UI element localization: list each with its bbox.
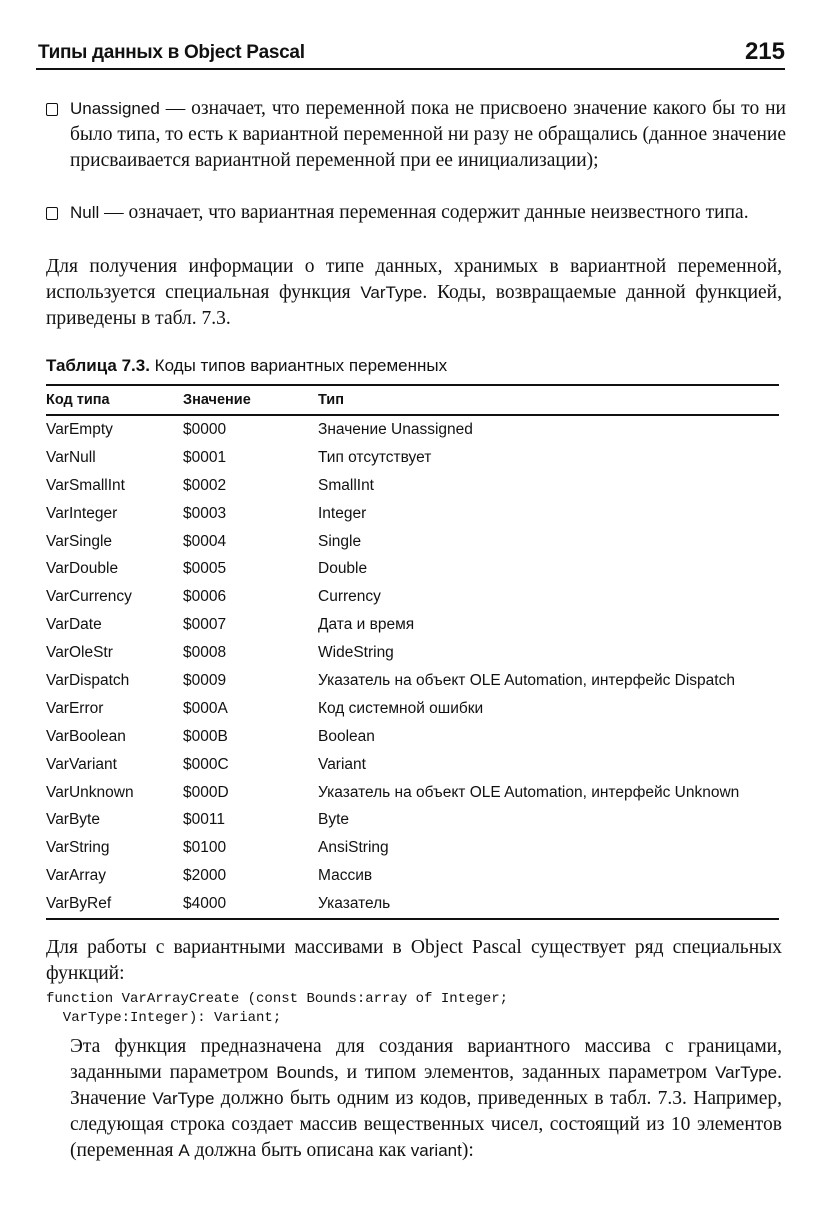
table-row <box>46 555 779 583</box>
value-cell: $0008 <box>183 644 227 662</box>
table-row <box>46 472 779 500</box>
running-header <box>36 38 785 70</box>
variant-type-codes-table <box>46 384 779 920</box>
code-line: VarType:Integer): Variant; <box>46 1010 282 1026</box>
type-cell: Integer <box>318 504 367 522</box>
value-cell: $0004 <box>183 532 227 550</box>
type-code-cell: VarNull <box>46 448 96 466</box>
table-row <box>46 444 779 472</box>
code-line: function VarArrayCreate (const Bounds:array of Integer; <box>46 991 509 1007</box>
paragraph-function-description: Эта функция предназначена для создания вариантного массива с границами, заданными параметром Bounds, и типом элементов, заданных параметром VarType. Значение VarType должно быть одним из кодов, приведенных в табл. 7.3. Например, следующая строка создает массив вещественных чисел, состоящий из 10 элементов (переменная A должна быть описана как variant): <box>70 1036 782 1161</box>
table-caption-label: Таблица 7.3. <box>46 356 150 375</box>
type-cell: Byte <box>318 811 350 829</box>
type-cell: AnsiString <box>318 839 389 857</box>
table-row <box>46 723 779 751</box>
paragraph-variant-arrays: Для работы с вариантными массивами в Object Pascal существует ряд специальных функций: <box>46 937 782 984</box>
table-body <box>46 415 779 919</box>
checkbox-bullet-icon <box>46 103 58 116</box>
column-header: Код типа <box>46 385 183 415</box>
table-row <box>46 639 779 667</box>
value-cell: $0006 <box>183 588 227 606</box>
value-cell: $0001 <box>183 448 227 466</box>
value-cell: $000A <box>183 699 228 717</box>
table-row <box>46 890 779 919</box>
type-cell: Значение Unassigned <box>318 420 473 438</box>
type-code-cell: VarSmallInt <box>46 476 125 494</box>
bullet-item-unassigned <box>46 96 786 174</box>
table-row <box>46 695 779 723</box>
type-cell: Указатель <box>318 895 391 913</box>
type-code-cell: VarDouble <box>46 560 119 578</box>
type-cell: Double <box>318 560 368 578</box>
keyword: VarType <box>715 1063 778 1082</box>
value-cell: $000B <box>183 727 228 745</box>
keyword: Null <box>70 203 100 222</box>
type-code-cell: VarByte <box>46 811 100 829</box>
page-number: 215 <box>744 38 785 65</box>
type-code-cell: VarArray <box>46 867 107 885</box>
type-code-cell: VarVariant <box>46 755 117 773</box>
table-caption <box>46 356 447 376</box>
table-row <box>46 583 779 611</box>
value-cell: $0009 <box>183 671 227 689</box>
bullet-item-null <box>46 200 786 226</box>
type-cell: Variant <box>318 755 366 773</box>
type-code-cell: VarString <box>46 839 110 857</box>
value-cell: $0005 <box>183 560 227 578</box>
value-cell: $0007 <box>183 616 227 634</box>
type-code-cell: VarCurrency <box>46 588 132 606</box>
type-cell: Код системной ошибки <box>318 699 484 717</box>
table-row <box>46 415 779 444</box>
value-cell: $0100 <box>183 839 227 857</box>
type-cell: Дата и время <box>318 616 415 634</box>
type-code-cell: VarInteger <box>46 504 118 522</box>
table-row <box>46 779 779 807</box>
checkbox-bullet-icon <box>46 207 58 220</box>
table-header-row <box>46 385 779 415</box>
keyword: Unassigned <box>70 99 160 118</box>
type-cell: Указатель на объект OLE Automation, интерфейс Dispatch <box>318 671 735 689</box>
type-cell: Массив <box>318 867 373 885</box>
keyword: Bounds <box>276 1063 334 1082</box>
type-cell: Тип отсутствует <box>318 448 432 466</box>
type-cell: Single <box>318 532 362 550</box>
type-code-cell: VarDispatch <box>46 671 130 689</box>
type-code-cell: VarSingle <box>46 532 113 550</box>
column-header: Тип <box>318 385 779 415</box>
table-row <box>46 611 779 639</box>
table-row <box>46 528 779 556</box>
table-row <box>46 667 779 695</box>
keyword: VarType <box>360 283 423 302</box>
keyword: variant <box>410 1141 462 1160</box>
type-code-cell: VarOleStr <box>46 644 113 662</box>
table-row <box>46 806 779 834</box>
value-cell: $0002 <box>183 476 227 494</box>
table-row <box>46 862 779 890</box>
type-code-cell: VarBoolean <box>46 727 126 745</box>
keyword: VarType <box>152 1089 215 1108</box>
type-cell: WideString <box>318 644 394 662</box>
value-cell: $4000 <box>183 895 227 913</box>
value-cell: $000C <box>183 755 229 773</box>
bullet-text: Unassigned — означает, что переменной пока не присвоено значение какого бы то ни было типа, то есть к вариантной переменной ни разу не обращались (данное значение присваивается вариантной переменной при ее инициализации); <box>70 98 786 171</box>
type-code-cell: VarUnknown <box>46 783 134 801</box>
value-cell: $0003 <box>183 504 227 522</box>
table-caption-text: Коды типов вариантных переменных <box>149 356 448 375</box>
value-cell: $0000 <box>183 420 227 438</box>
value-cell: $0011 <box>183 811 225 829</box>
type-cell: Boolean <box>318 727 375 745</box>
bullet-text: Null — означает, что вариантная переменная содержит данные неизвестного типа. <box>70 202 749 223</box>
chapter-title: Типы данных в Object Pascal <box>38 42 305 63</box>
column-header: Значение <box>183 385 318 415</box>
table-row <box>46 500 779 528</box>
table-row <box>46 751 779 779</box>
type-cell: Currency <box>318 588 381 606</box>
type-cell: SmallInt <box>318 476 374 494</box>
value-cell: $000D <box>183 783 229 801</box>
table-row <box>46 834 779 862</box>
type-code-cell: VarEmpty <box>46 420 113 438</box>
type-code-cell: VarError <box>46 699 104 717</box>
paragraph-vartype: Для получения информации о типе данных, хранимых в вариантной переменной, используется специальная функция VarType. Коды, возвращаемые данной функцией, приведены в табл. 7.3. <box>46 256 782 329</box>
type-code-cell: VarDate <box>46 616 102 634</box>
type-cell: Указатель на объект OLE Automation, интерфейс Unknown <box>318 783 740 801</box>
keyword: A <box>178 1141 190 1160</box>
value-cell: $2000 <box>183 867 227 885</box>
type-code-cell: VarByRef <box>46 895 112 913</box>
